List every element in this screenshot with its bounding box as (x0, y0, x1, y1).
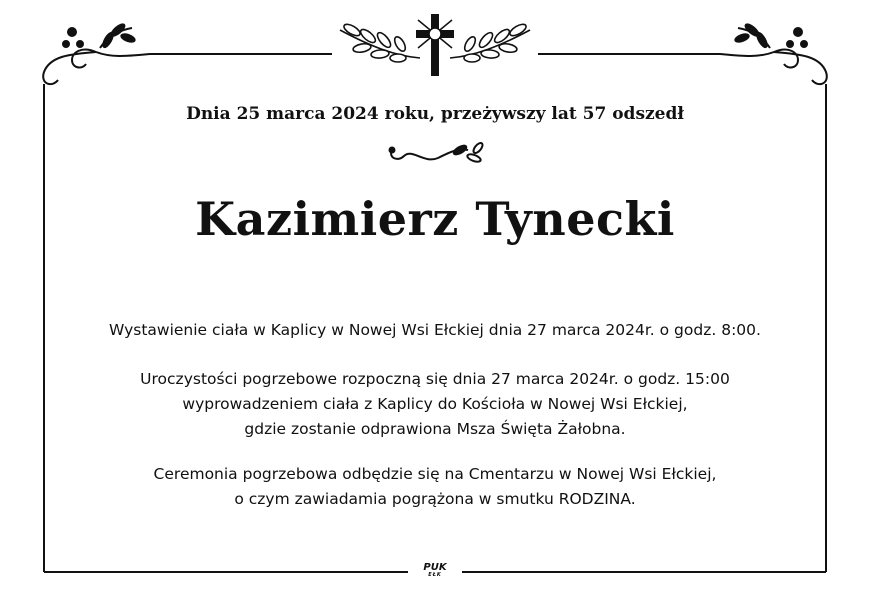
logo-line-2: EŁK (428, 572, 442, 578)
laurel-branch-icon-right (450, 22, 530, 62)
viewing-paragraph (0, 318, 870, 343)
paragraph-line: wyprowadzeniem ciała z Kaplicy do Kościoła w Nowej Wsi Ełckiej, (182, 395, 688, 413)
cemetery-paragraph (0, 462, 870, 512)
divider-flourish-icon (390, 141, 485, 163)
paragraph-line: o czym zawiadamia pogrążona w smutku RODZINA. (234, 490, 636, 508)
paragraph-line: Wystawienie ciała w Kaplicy w Nowej Wsi Ełckiej dnia 27 marca 2024r. o godz. 8:00. (109, 321, 761, 339)
logo-line-1: PUK (423, 562, 447, 573)
funeral-ceremony-paragraph (0, 367, 870, 442)
corner-flourish-icon-right (720, 23, 827, 94)
deceased-name: Kazimierz Tynecki (195, 192, 675, 246)
cross-icon (416, 14, 454, 76)
paragraph-line: gdzie zostanie odprawiona Msza Święta Żałobna. (244, 420, 626, 438)
paragraph-line: Ceremonia pogrzebowa odbędzie się na Cmentarzu w Nowej Wsi Ełckiej, (153, 465, 717, 483)
laurel-branch-icon-left (340, 22, 420, 62)
puk-logo (411, 563, 459, 578)
corner-flourish-icon-left (43, 23, 150, 94)
death-announcement-intro: Dnia 25 marca 2024 roku, przeżywszy lat 57 odszedł (186, 104, 684, 124)
paragraph-line: Uroczystości pogrzebowe rozpoczną się dnia 27 marca 2024r. o godz. 15:00 (140, 370, 730, 388)
